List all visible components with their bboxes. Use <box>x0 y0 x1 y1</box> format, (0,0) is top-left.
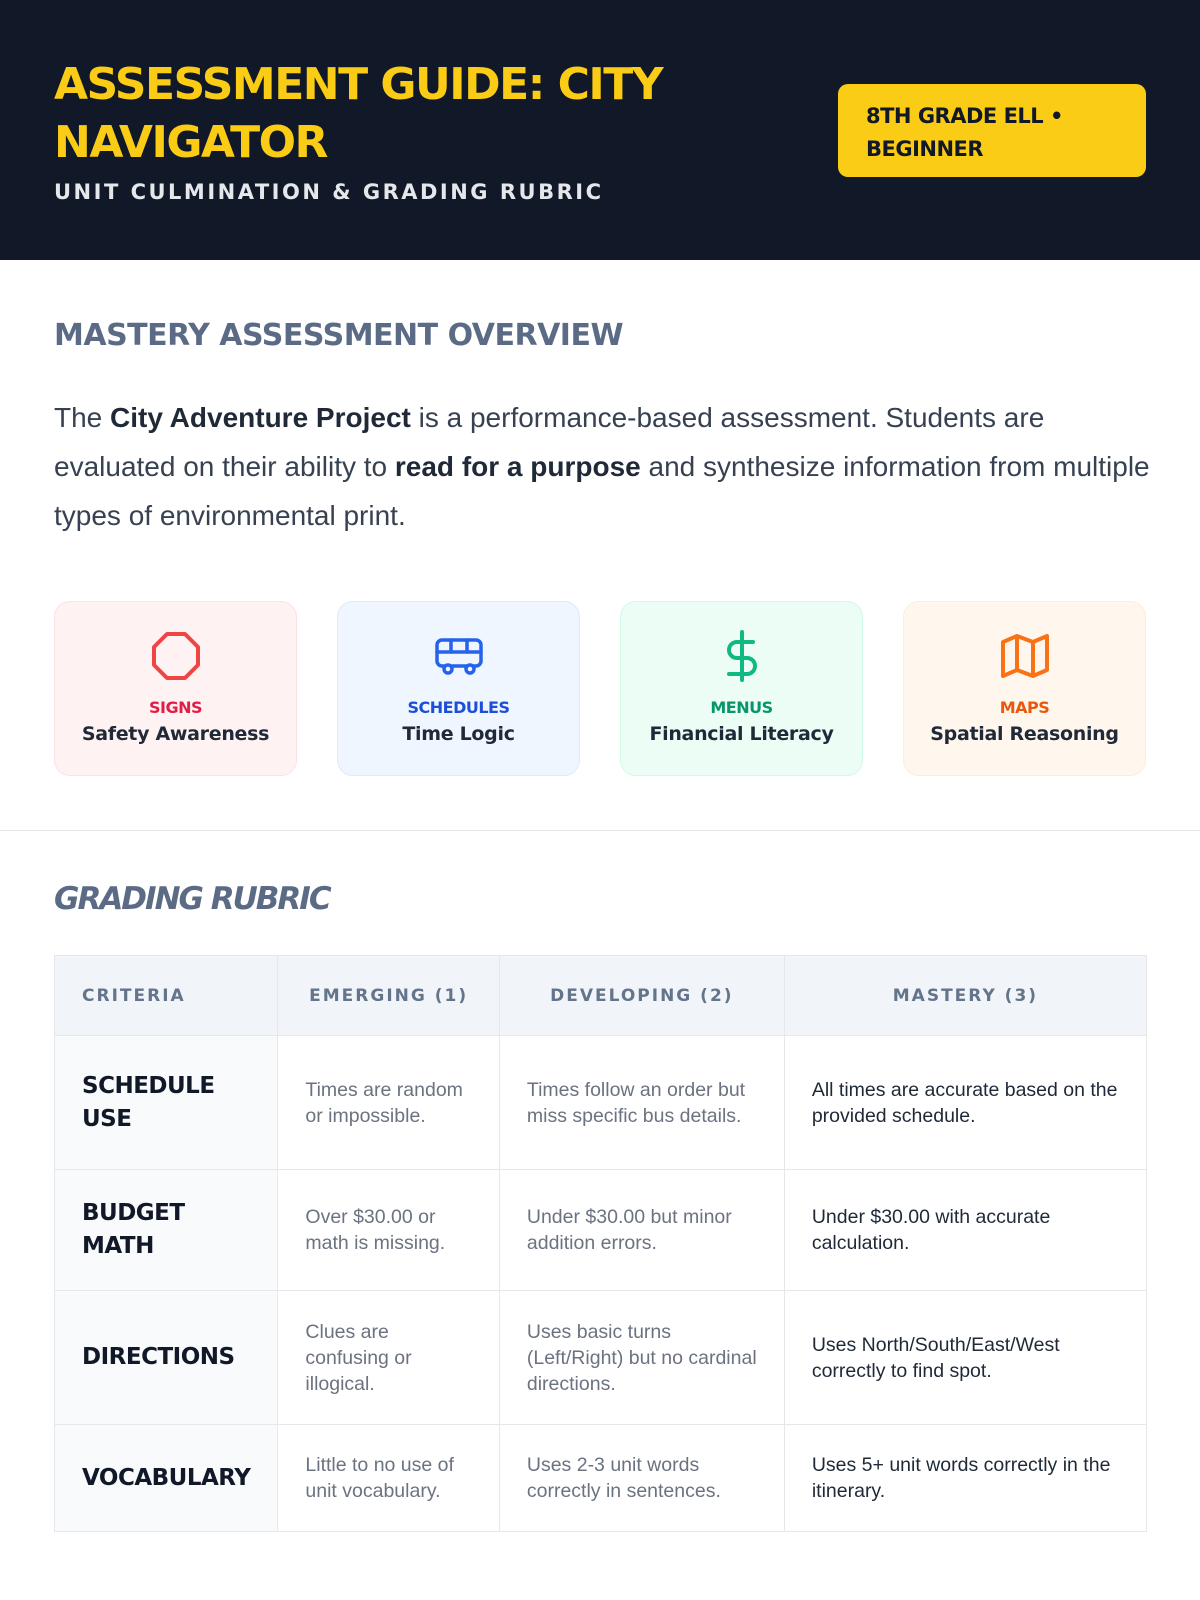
mastery-cell: Uses North/South/East/West correctly to find spot. <box>784 1291 1146 1425</box>
skill-cards <box>54 601 1146 776</box>
dollar-icon <box>716 630 768 682</box>
developing-cell: Uses 2-3 unit words correctly in sentences. <box>499 1425 784 1532</box>
table-row <box>55 1291 1147 1425</box>
rubric-heading: GRADING RUBRIC <box>54 881 330 917</box>
table-row <box>55 1425 1147 1532</box>
emerging-cell: Over $30.00 or math is missing. <box>278 1170 499 1291</box>
mastery-cell: Uses 5+ unit words correctly in the itinerary. <box>784 1425 1146 1532</box>
criteria-cell: BUDGET MATH <box>55 1170 278 1291</box>
emerging-cell: Times are random or impossible. <box>278 1036 499 1170</box>
page-subtitle: UNIT CULMINATION & GRADING RUBRIC <box>54 180 604 204</box>
card-label: Spatial Reasoning <box>930 723 1119 745</box>
criteria-cell: SCHEDULE USE <box>55 1036 278 1170</box>
card-maps <box>903 601 1146 776</box>
developing-cell: Times follow an order but miss specific bus details. <box>499 1036 784 1170</box>
emerging-cell: Little to no use of unit vocabulary. <box>278 1425 499 1532</box>
card-label: Time Logic <box>402 723 515 745</box>
grade-level-badge: 8TH GRADE ELL • BEGINNER <box>838 84 1146 177</box>
intro-text-2: is a performance-based assessment. Students are evaluated on their ability to <box>54 402 1045 482</box>
card-label: Safety Awareness <box>81 723 270 745</box>
criteria-cell: DIRECTIONS <box>55 1291 278 1425</box>
column-header: MASTERY (3) <box>784 956 1146 1036</box>
developing-cell: Under $30.00 but minor addition errors. <box>499 1170 784 1291</box>
table-row <box>55 1170 1147 1291</box>
intro-bold-project: City Adventure Project <box>110 402 411 433</box>
intro-text-3: and synthesize information from multiple types of environmental print. <box>54 451 1150 531</box>
mastery-cell: Under $30.00 with accurate calculation. <box>784 1170 1146 1291</box>
rubric-section <box>0 831 1200 1532</box>
intro-text-1: The <box>54 402 111 433</box>
page-header <box>0 0 1200 260</box>
map-icon <box>999 630 1051 682</box>
mastery-cell: All times are accurate based on the provided schedule. <box>784 1036 1146 1170</box>
stop-sign-icon <box>150 630 202 682</box>
card-tag: SCHEDULES <box>407 698 510 717</box>
table-row <box>55 1036 1147 1170</box>
column-header: DEVELOPING (2) <box>499 956 784 1036</box>
column-header: CRITERIA <box>55 956 278 1036</box>
intro-bold-purpose: read for a purpose <box>394 451 641 482</box>
page-title: ASSESSMENT GUIDE: CITY NAVIGATOR <box>54 59 663 168</box>
card-tag: MENUS <box>710 698 773 717</box>
card-label: Financial Literacy <box>649 723 834 745</box>
developing-cell: Uses basic turns (Left/Right) but no cardinal directions. <box>499 1291 784 1425</box>
card-tag: SIGNS <box>148 698 203 717</box>
card-signs <box>54 601 297 776</box>
card-schedules <box>337 601 580 776</box>
overview-section <box>0 260 1200 776</box>
overview-heading: MASTERY ASSESSMENT OVERVIEW <box>54 318 624 353</box>
rubric-table <box>54 955 1147 1532</box>
emerging-cell: Clues are confusing or illogical. <box>278 1291 499 1425</box>
card-tag: MAPS <box>999 698 1050 717</box>
criteria-cell: VOCABULARY <box>55 1425 278 1532</box>
bus-icon <box>433 630 485 682</box>
column-header: EMERGING (1) <box>278 956 499 1036</box>
card-menus <box>620 601 863 776</box>
table-header-row <box>55 956 1147 1036</box>
overview-intro <box>54 393 1154 540</box>
